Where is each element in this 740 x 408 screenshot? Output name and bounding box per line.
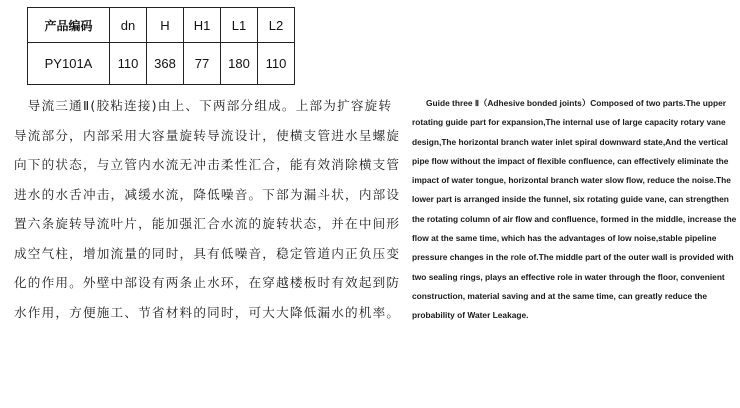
en-line: Guide three Ⅱ（Adhesive bonded joints）Composed of two parts.The upper <box>426 98 727 108</box>
en-line: design,The horizontal branch water inlet spiral downward state,And the vertical <box>412 136 728 147</box>
header-dn: dn <box>110 8 147 43</box>
cn-line: 导流部分，内部采用大容量旋转导流设计，使横支管进水呈螺旋 <box>14 127 401 143</box>
en-line: flow at the same time, which has the advantages of low noise,stable pipeline <box>412 233 717 244</box>
table-row <box>28 43 295 85</box>
en-line: impact of water tongue, horizontal branch water slow flow, reduce the noise.The <box>412 175 731 186</box>
cn-line: 进水的水舌冲击，减缓水流，降低噪音。下部为漏斗状，内部设 <box>14 186 401 202</box>
cell-l1: 180 <box>221 43 258 85</box>
description-chinese <box>14 91 401 327</box>
cell-h: 368 <box>147 43 184 85</box>
cell-h1: 77 <box>184 43 221 85</box>
en-line: two sealing rings, plays an effective role in water through the floor, convenient <box>412 271 725 282</box>
cell-product-code: PY101A <box>28 43 110 85</box>
en-line: rotating guide part for expansion,The internal use of large capacity rotary vane <box>412 117 726 128</box>
cn-line: 置六条旋转导流叶片，能加强汇合水流的旋转状态，并在中间形 <box>14 216 401 231</box>
cn-line: 水作用，方便施工、节省材料的同时，可大大降低漏水的机率。 <box>14 304 401 320</box>
description-english <box>412 94 737 326</box>
table-header-row <box>28 8 295 43</box>
en-line: construction, material saving and at the same time, can greatly reduce the <box>412 290 708 301</box>
header-l2: L2 <box>258 8 295 43</box>
cell-l2: 110 <box>258 43 295 85</box>
cn-line: 向下的状态，与立管内水流无冲击柔性汇合，能有效消除横支管 <box>14 157 401 172</box>
spec-table <box>27 7 295 85</box>
en-line: pressure changes in the role of.The middle part of the outer wall is provided with <box>412 252 734 263</box>
en-line: lower part is arranged inside the funnel, six rotating guide vane, can strengthen <box>412 194 729 205</box>
cn-line: 化的作用。外壁中部设有两条止水环，在穿越楼板时有效起到防 <box>14 275 401 290</box>
en-line: probability of Water Leakage. <box>412 310 529 321</box>
en-line: the rotating column of air flow and confluence, formed in the middle, increase the <box>412 213 737 224</box>
header-l1: L1 <box>221 8 258 43</box>
en-line: pipe flow without the impact of flexible confluence, can effectively eliminate the <box>412 155 729 166</box>
cn-line: 成空气柱，增加流量的同时，具有低噪音，稳定管道内正负压变 <box>14 245 401 261</box>
cell-dn: 110 <box>110 43 147 85</box>
header-h: H <box>147 8 184 43</box>
header-product-code: 产品编码 <box>28 8 110 43</box>
cn-line: 导流三通Ⅱ(胶粘连接)由上、下两部分组成。上部为扩容旋转 <box>14 98 393 113</box>
header-h1: H1 <box>184 8 221 43</box>
